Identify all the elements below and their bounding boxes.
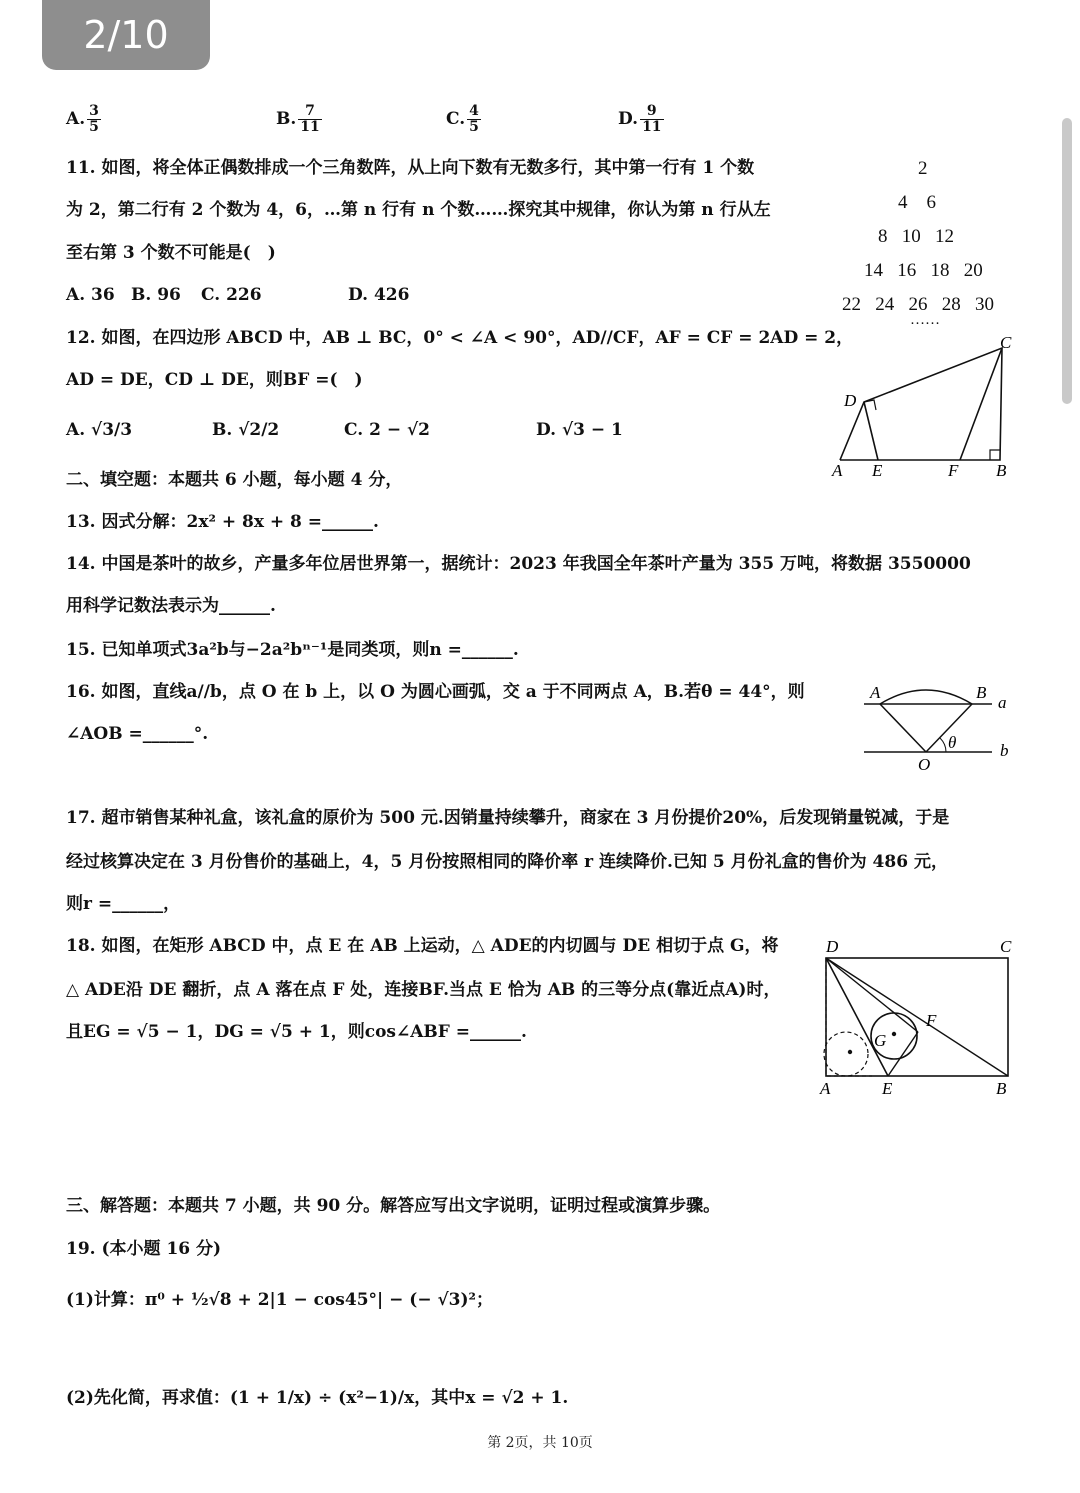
q18-line-2: △ ADE沿 DE 翻折，点 A 落在点 F 处，连接BF.当点 E 恰为 AB 的三等分点(靠近点A)时， <box>66 980 781 1000</box>
q10-option-d <box>618 104 664 135</box>
q11-option-a: A. 36 <box>66 285 115 305</box>
triangle-row: 2 <box>918 158 928 179</box>
q14-line-2: 用科学记数法表示为______. <box>66 596 276 616</box>
q16-line-2: ∠AOB =______°. <box>66 724 209 744</box>
label-e: E <box>872 461 883 480</box>
fraction: $\frac{9}{11}$ <box>642 103 662 135</box>
rectangle-incircle-figure <box>812 932 1028 1098</box>
q10-option-b <box>276 104 322 135</box>
q12-line-1: 12. 如图，在四边形 ABCD 中，AB ⊥ BC，0° < ∠A < 90°，AD//CF，AF = CF = 2AD = 2， <box>66 328 854 348</box>
label-f: F <box>948 461 959 480</box>
q14-line-1: 14. 中国是茶叶的故乡，产量多年位居世界第一，据统计：2023 年我国全年茶叶产量为 355 万吨，将数据 3550000 <box>66 554 971 574</box>
q19-title: 19. (本小题 16 分) <box>66 1239 222 1259</box>
option-label: D. <box>618 109 639 129</box>
option-label: B. <box>276 109 297 129</box>
section-3-heading: 三、解答题：本题共 7 小题，共 90 分。解答应写出文字说明，证明过程或演算步骤。 <box>66 1196 721 1216</box>
label-o: O <box>918 755 931 774</box>
triangle-row: 14 16 18 20 <box>864 260 983 281</box>
label-a: A <box>820 1079 831 1098</box>
q12-option-a: A. √3/3 <box>66 420 133 440</box>
q18-line-1: 18. 如图，在矩形 ABCD 中，点 E 在 AB 上运动，△ ADE的内切圆与 DE 相切于点 G，将 <box>66 936 779 956</box>
q10-option-a <box>66 104 101 135</box>
label-c: C <box>1000 333 1012 352</box>
q11-line-2: 为 2，第二行有 2 个数为 4，6，…第 n 行有 n 个数……探究其中规律，你认为第 n 行从左 <box>66 200 771 220</box>
label-g: G <box>874 1031 887 1050</box>
label-b: B <box>996 461 1007 480</box>
fraction: $\frac{7}{11}$ <box>300 103 320 135</box>
triangle-row: 8 10 12 <box>878 226 954 247</box>
q12-option-d: D. √3 − 1 <box>536 420 623 440</box>
triangle-row: 4 6 <box>898 192 936 213</box>
q11-option-d: D. 426 <box>348 285 410 305</box>
page-footer: 第 2页，共 10页 <box>487 1435 593 1451</box>
label-d: D <box>844 391 857 410</box>
option-label: C. <box>446 109 466 129</box>
q11-option-b: B. 96 <box>131 285 181 305</box>
q11-line-3: 至右第 3 个数不可能是( ) <box>66 243 276 263</box>
scrollbar[interactable] <box>1062 118 1072 404</box>
section-2-heading: 二、填空题：本题共 6 小题，每小题 4 分， <box>66 470 403 490</box>
label-e: E <box>882 1079 893 1098</box>
quadrilateral-figure <box>820 330 1030 480</box>
page-indicator-badge: 2/10 <box>42 0 210 70</box>
q11-option-c: C. 226 <box>201 285 262 305</box>
parallel-lines-arc-figure <box>860 680 1060 776</box>
q13-text: 13. 因式分解：2x² + 8x + 8 =______. <box>66 512 379 532</box>
q12-option-c: C. 2 − √2 <box>344 420 430 440</box>
q15-text: 15. 已知单项式3a²b与−2a²bⁿ⁻¹是同类项，则n =______. <box>66 640 519 660</box>
label-a: A <box>870 683 881 702</box>
triangle-row: 22 24 26 28 30 <box>842 294 994 315</box>
q19-part-1: (1)计算：π⁰ + ½√8 + 2|1 − cos45°| − (− √3)²； <box>66 1290 494 1310</box>
q11-line-1: 11. 如图，将全体正偶数排成一个三角数阵，从上向下数有无数多行，其中第一行有 1 个数 <box>66 158 755 178</box>
fraction: $\frac{4}{5}$ <box>469 103 479 135</box>
label-a: A <box>832 461 843 480</box>
q19-part-2: (2)先化简，再求值：(1 + 1/x) ÷ (x²−1)/x，其中x = √2 + 1. <box>66 1388 569 1408</box>
label-line-a: a <box>998 693 1007 712</box>
q12-line-2: AD = DE，CD ⊥ DE，则BF =( ) <box>66 370 363 390</box>
label-b: B <box>976 683 987 702</box>
q17-line-2: 经过核算决定在 3 月份售价的基础上，4，5 月份按照相同的降价率 r 连续降价.已知 5 月份礼盒的售价为 486 元， <box>66 852 948 872</box>
label-c: C <box>1000 937 1012 956</box>
q17-line-1: 17. 超市销售某种礼盒，该礼盒的原价为 500 元.因销量持续攀升，商家在 3 月份提价20%，后发现销量锐减，于是 <box>66 808 950 828</box>
option-label: A. <box>66 109 86 129</box>
label-d: D <box>826 937 839 956</box>
q17-line-3: 则r =______， <box>66 894 181 914</box>
q18-line-3: 且EG = √5 − 1，DG = √5 + 1，则cos∠ABF =______. <box>66 1022 527 1042</box>
fraction: $\frac{3}{5}$ <box>89 103 99 135</box>
triangle-ellipsis: …… <box>910 312 940 328</box>
q16-line-1: 16. 如图，直线a//b，点 O 在 b 上，以 O 为圆心画弧，交 a 于不同两点 A，B.若θ = 44°，则 <box>66 682 805 702</box>
q10-option-c <box>446 104 481 135</box>
label-line-b: b <box>1000 741 1009 760</box>
label-b: B <box>996 1079 1007 1098</box>
label-f: F <box>926 1011 937 1030</box>
label-theta: θ <box>948 733 957 752</box>
q12-option-b: B. √2/2 <box>212 420 280 440</box>
